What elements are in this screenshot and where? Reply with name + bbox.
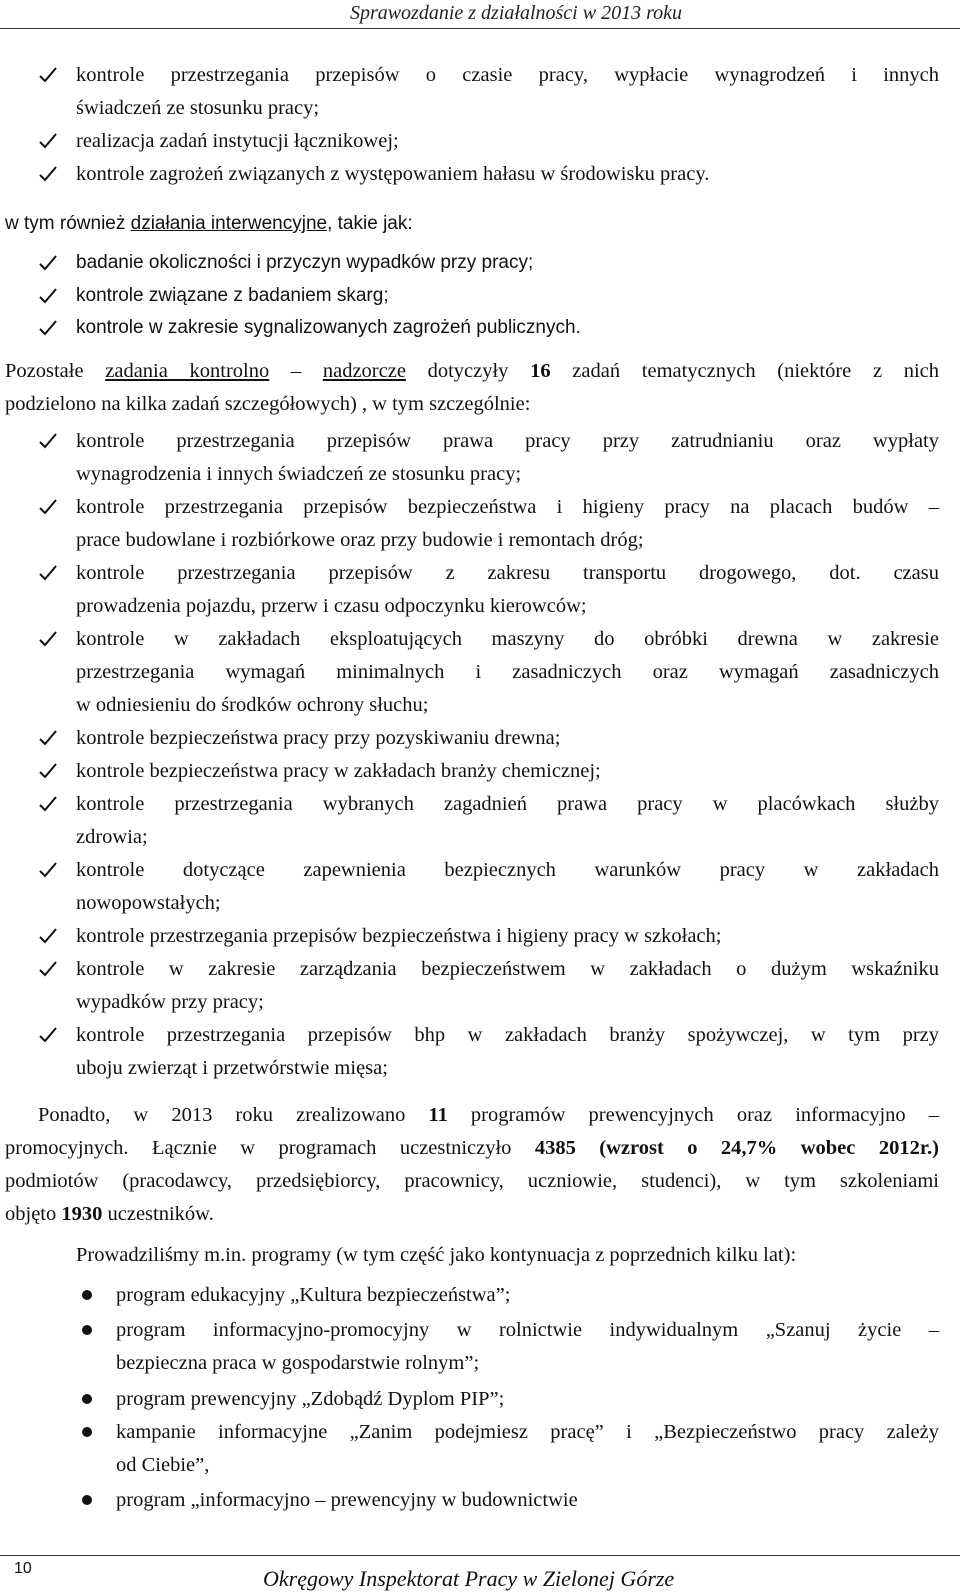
list-item: kampanie informacyjne „Zanim podejmiesz pracę” i „Bezpieczeństwo pracy zależy xyxy=(116,1421,939,1443)
list-item: program edukacyjny „Kultura bezpieczeństwa”; xyxy=(116,1284,511,1306)
checkmark-icon xyxy=(38,625,60,653)
checkmark-icon xyxy=(38,314,60,342)
list-item: program „informacyjno – prewencyjny w budownictwie xyxy=(116,1489,578,1511)
list-item-cont: świadczeń ze stosunku pracy; xyxy=(76,97,320,119)
list-item: kontrole przestrzegania przepisów bezpieczeństwa i higieny pracy w szkołach; xyxy=(76,925,722,947)
bullet-icon xyxy=(82,1290,92,1300)
list-item: kontrole przestrzegania przepisów z zakresu transportu drogowego, dot. czasu xyxy=(76,562,939,584)
header-title: Sprawozdanie z działalności w 2013 roku xyxy=(349,2,682,24)
list-item: program informacyjno-promocyjny w rolnictwie indywidualnym „Szanuj życie – xyxy=(116,1319,939,1341)
intervention-intro: w tym również działania interwencyjne, takie jak: xyxy=(5,213,413,234)
list-item: kontrole zagrożeń związanych z występowaniem hałasu w środowisku pracy. xyxy=(76,163,710,185)
list-item: badanie okoliczności i przyczyn wypadków przy pracy; xyxy=(76,252,534,273)
paragraph-2-line-3: podmiotów (pracodawcy, przedsiębiorcy, pracownicy, uczniowie, studenci), w tym szkoleniami xyxy=(5,1170,939,1192)
list-item: kontrole w zakresie zarządzania bezpieczeństwem w zakładach o dużym wskaźniku xyxy=(76,958,939,980)
checkmark-icon xyxy=(38,427,60,455)
paragraph-2-line-4: objęto 1930 uczestników. xyxy=(5,1203,214,1225)
list-item: kontrole dotyczące zapewnienia bezpiecznych warunków pracy w zakładach xyxy=(76,859,939,881)
list-item: kontrole przestrzegania przepisów bezpieczeństwa i higieny pracy na placach budów – xyxy=(76,496,939,518)
list-item: kontrole przestrzegania przepisów o czasie pracy, wypłacie wynagrodzeń i innych xyxy=(76,64,939,86)
paragraph-2-line-1: Ponadto, w 2013 roku zrealizowano 11 programów prewencyjnych oraz informacyjno – xyxy=(38,1104,939,1126)
checkmark-icon xyxy=(38,955,60,983)
list-item-cont: wynagrodzenia i innych świadczeń ze stosunku pracy; xyxy=(76,463,522,485)
list-item-cont: zdrowia; xyxy=(76,826,148,848)
list-item: kontrole bezpieczeństwa pracy przy pozyskiwaniu drewna; xyxy=(76,727,561,749)
list-item: kontrole przestrzegania przepisów bhp w zakładach branży spożywczej, w tym przy xyxy=(76,1024,939,1046)
bullet-icon xyxy=(82,1394,92,1404)
checkmark-icon xyxy=(38,757,60,785)
list-item-cont: nowopowstałych; xyxy=(76,892,221,914)
checkmark-icon xyxy=(38,282,60,310)
list-item-cont: bezpieczna praca w gospodarstwie rolnym”; xyxy=(116,1352,480,1374)
list-item: kontrole w zakresie sygnalizowanych zagrożeń publicznych. xyxy=(76,317,581,338)
checkmark-icon xyxy=(38,493,60,521)
list-item: kontrole bezpieczeństwa pracy w zakładach branży chemicznej; xyxy=(76,760,601,782)
list-item-cont: uboju zwierząt i przetwórstwie mięsa; xyxy=(76,1057,388,1079)
paragraph-1-line-2: podzielono na kilka zadań szczegółowych) , w tym szczególnie: xyxy=(5,393,531,415)
list-item: kontrole przestrzegania przepisów prawa pracy przy zatrudnianiu oraz wypłaty xyxy=(76,430,939,452)
checkmark-icon xyxy=(38,724,60,752)
list-item: program prewencyjny „Zdobądź Dyplom PIP”; xyxy=(116,1388,505,1410)
checkmark-icon xyxy=(38,856,60,884)
checkmark-icon xyxy=(38,160,60,188)
list-item-cont: przestrzegania wymagań minimalnych i zasadniczych oraz wymagań zasadniczych xyxy=(76,661,939,683)
list-item-cont: wypadków przy pracy; xyxy=(76,991,264,1013)
checkmark-icon xyxy=(38,559,60,587)
page-number: 10 xyxy=(14,1560,32,1577)
checkmark-icon xyxy=(38,127,60,155)
list-item-cont: prace budowlane i rozbiórkowe oraz przy budowie i remontach dróg; xyxy=(76,529,644,551)
list-item: kontrole przestrzegania wybranych zagadnień prawa pracy w placówkach służby xyxy=(76,793,939,815)
list-item: kontrole związane z badaniem skarg; xyxy=(76,285,389,306)
list-item-cont: od Ciebie”, xyxy=(116,1454,210,1476)
footer-divider xyxy=(0,1555,960,1556)
bullet-icon xyxy=(82,1495,92,1505)
footer-organization: Okręgowy Inspektorat Pracy w Zielonej Górze xyxy=(263,1566,675,1591)
bullet-icon xyxy=(82,1427,92,1437)
list-item: kontrole w zakładach eksploatujących maszyny do obróbki drewna w zakresie xyxy=(76,628,939,650)
paragraph-1-line-1: Pozostałe zadania kontrolno – nadzorcze dotyczyły 16 zadań tematycznych (niektóre z nich xyxy=(5,360,940,382)
page-header xyxy=(0,0,960,29)
list-item-cont: w odniesieniu do środków ochrony słuchu; xyxy=(76,694,429,716)
checkmark-icon xyxy=(38,790,60,818)
checkmark-icon xyxy=(38,249,60,277)
bullet-icon xyxy=(82,1325,92,1335)
paragraph-2-line-2: promocyjnych. Łącznie w programach uczestniczyło 4385 (wzrost o 24,7% wobec 2012r.) xyxy=(5,1137,939,1159)
checkmark-icon xyxy=(38,922,60,950)
paragraph-3: Prowadziliśmy m.in. programy (w tym część jako kontynuacja z poprzednich kilku lat): xyxy=(76,1244,797,1266)
checkmark-icon xyxy=(38,1021,60,1049)
list-item: realizacja zadań instytucji łącznikowej; xyxy=(76,130,399,152)
checkmark-icon xyxy=(38,61,60,89)
list-item-cont: prowadzenia pojazdu, przerw i czasu odpoczynku kierowców; xyxy=(76,595,587,617)
